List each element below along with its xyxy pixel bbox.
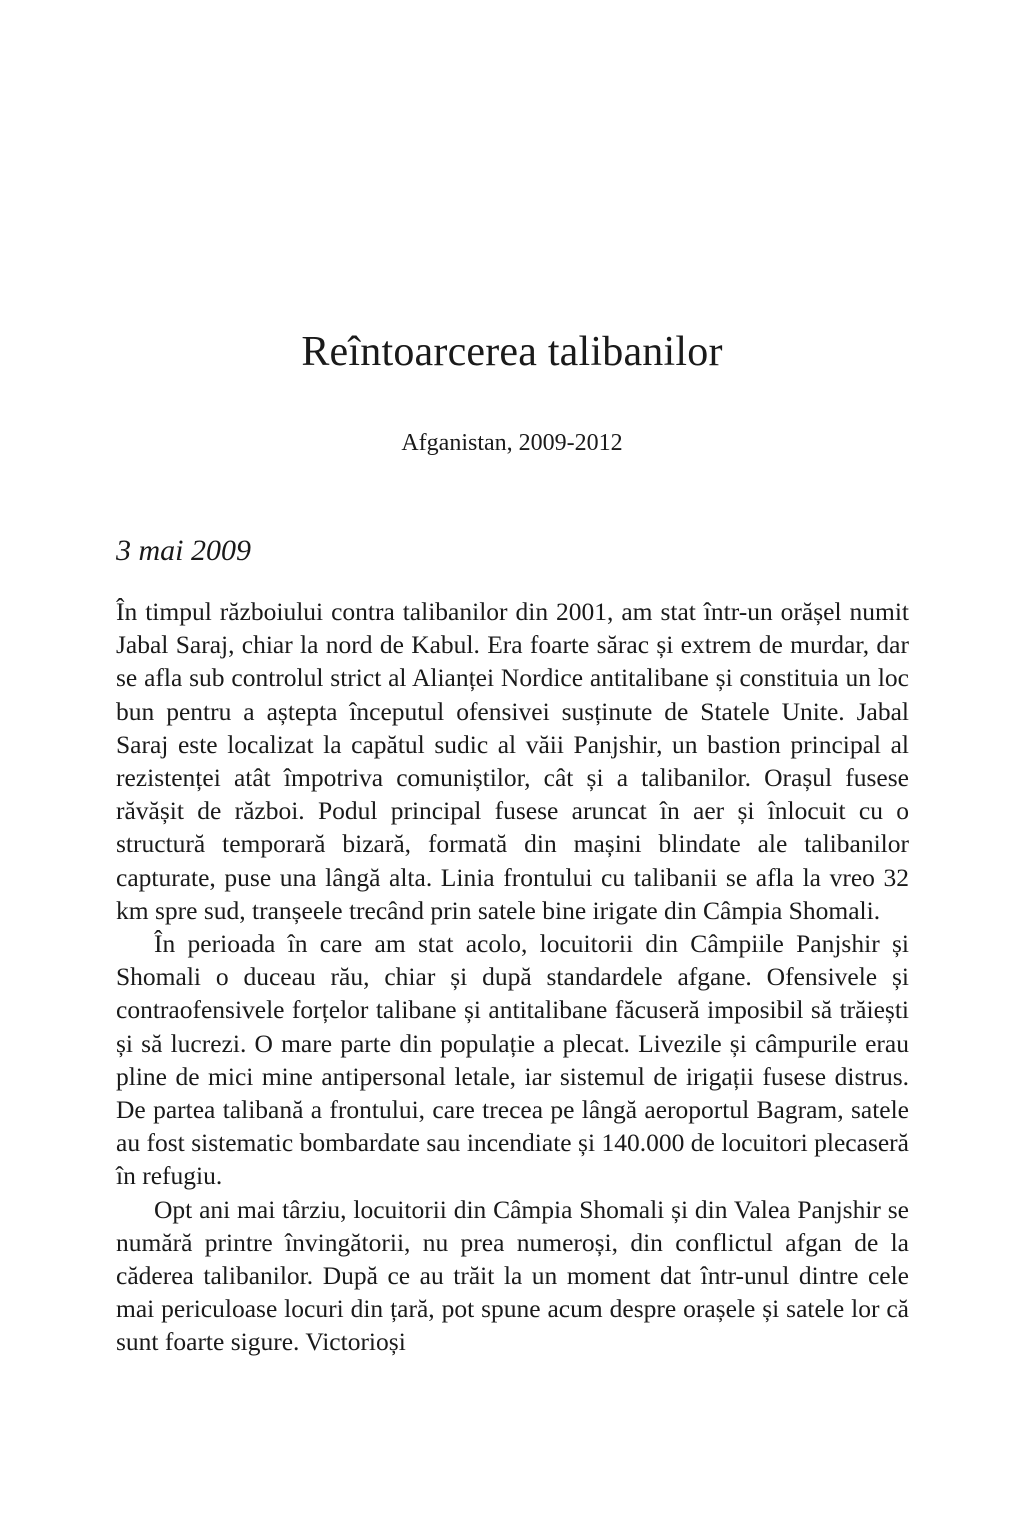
body-text bbox=[116, 595, 909, 1359]
paragraph: În perioada în care am stat acolo, locuitorii din Câmpiile Panjshir și Shomali o duceau rău, chiar și după standardele afgane. Ofensivele și contraofensivele forțelor talibane și antitalibane făcuseră imposibil să trăiești și să lucrezi. O mare parte din populație a plecat. Livezile și câmpurile erau pline de mici mine antipersonal letale, iar sistemul de irigații fusese distrus. De partea talibană a frontului, care trecea pe lângă aeroportul Bagram, satele au fost sistematic bombardate sau incendiate și 140.000 de locuitori plecaseră în refugiu. bbox=[116, 929, 909, 1191]
paragraph: Opt ani mai târziu, locuitorii din Câmpia Shomali și din Valea Panjshir se numără printre învingătorii, nu prea numeroși, din conflictul afgan de la căderea talibanilor. După ce au trăit la un moment dat într-unul dintre cele mai periculoase locuri din țară, pot spune acum despre orașele și satele lor că sunt foarte sigure. Victorioși bbox=[116, 1194, 909, 1357]
entry-date: 3 mai 2009 bbox=[116, 534, 251, 567]
chapter-subtitle: Afganistan, 2009-2012 bbox=[401, 430, 623, 456]
paragraph: În timpul războiului contra talibanilor din 2001, am stat într-un orășel numit Jabal Saraj, chiar la nord de Kabul. Era foarte sărac și extrem de murdar, dar se afla sub controlul strict al Alianței Nordice antitalibane și constituia un loc bun pentru a aștepta începutul ofensivei susținute de Statele Unite. Jabal Saraj este localizat la capătul sudic al văii Panjshir, un bastion principal al rezistenței atât împotriva comuniștilor, cât și a talibanilor. Orașul fusese răvășit de război. Podul principal fusese aruncat în aer și înlocuit cu o structură temporară bizară, formată din mașini blindate ale talibanilor capturate, puse una lângă alta. Linia frontului cu talibanii se afla la vreo 32 km spre sud, tranșeele trecând prin satele bine irigate din Câmpia Shomali. bbox=[116, 597, 909, 925]
chapter-title: Reîntoarcerea talibanilor bbox=[301, 329, 723, 375]
